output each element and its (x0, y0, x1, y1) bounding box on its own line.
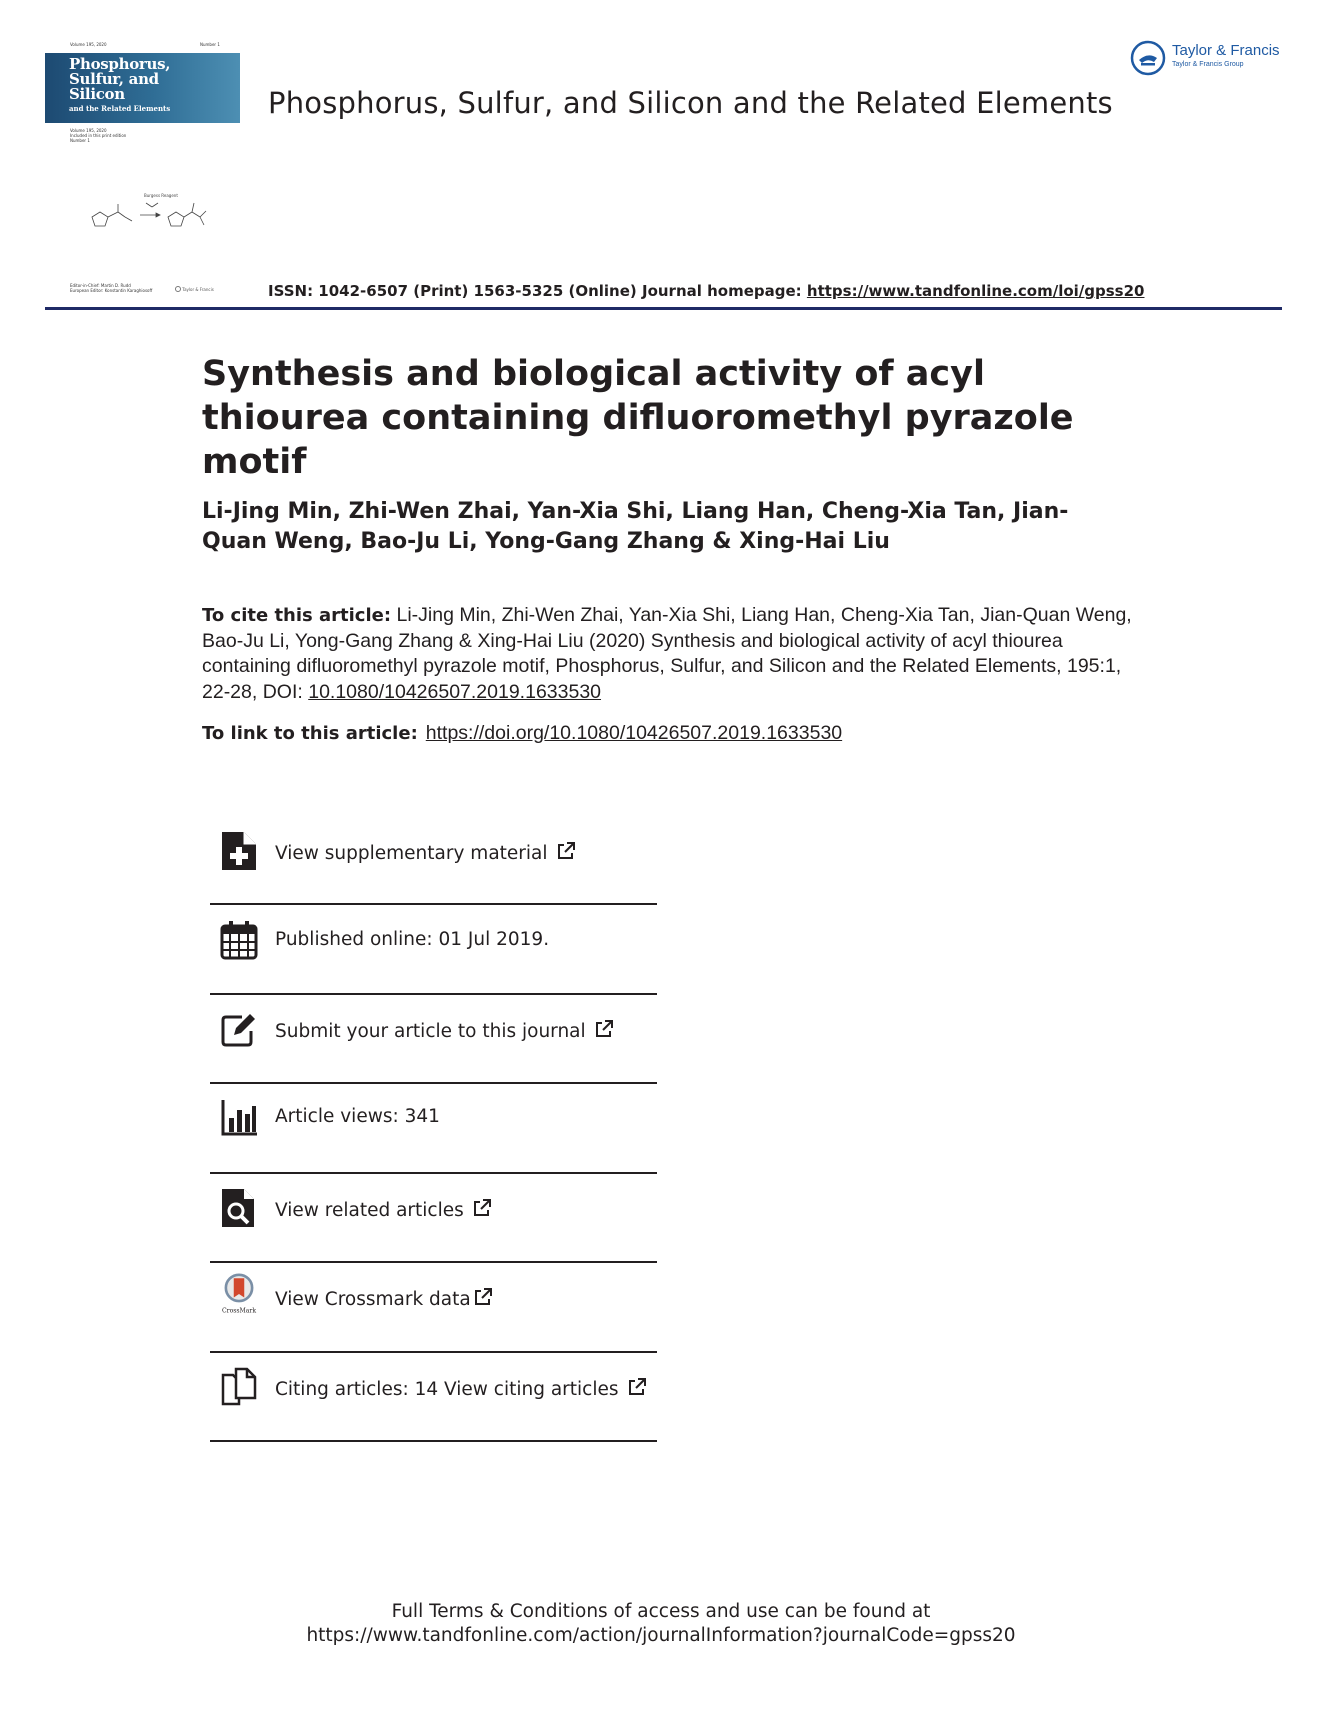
article-views: Article views: 341 (275, 1106, 440, 1127)
article-doi-url-link[interactable]: https://doi.org/10.1080/10426507.2019.1633530 (425, 722, 843, 744)
submit-label: Submit your article to this journal (275, 1020, 586, 1042)
issn-line (268, 282, 1145, 300)
search-document-icon (220, 1187, 258, 1229)
edit-icon (220, 1009, 258, 1051)
external-link-icon (556, 841, 576, 861)
crossmark-logo-text: CrossMark (221, 1307, 257, 1315)
crossmark-icon (220, 1273, 258, 1315)
citing-documents-icon (220, 1366, 258, 1408)
citing-row[interactable] (210, 1353, 657, 1443)
related-row[interactable] (210, 1174, 657, 1264)
publisher-lamp-icon (1130, 40, 1166, 76)
link-label: To link to this article: (202, 723, 418, 744)
cover-editor-line: European Editor: Konstantin Karaghiosoff (70, 288, 153, 293)
journal-cover-image (45, 40, 240, 297)
cover-editor-line: Editor-in-Chief: Martin D. Rudd (70, 283, 131, 288)
cover-meta-line: Volume 195, 2020 (70, 128, 107, 133)
submit-article-link[interactable] (275, 1019, 614, 1042)
cover-publisher-name: Taylor & Francis (182, 287, 214, 292)
footer-terms (0, 1600, 1322, 1648)
supplementary-label: View supplementary material (275, 843, 548, 864)
calendar-icon (220, 919, 258, 961)
journal-homepage-link[interactable]: https://www.tandfonline.com/loi/gpss20 (806, 282, 1145, 300)
issn-text: ISSN: 1042-6507 (Print) 1563-5325 (Online) Journal homepage: (268, 282, 807, 300)
cite-label: To cite this article: (202, 605, 392, 626)
cover-title-line-3: Silicon (69, 85, 125, 103)
cover-title-band (45, 53, 240, 123)
crossmark-row[interactable] (210, 1263, 657, 1353)
footer-terms-line: Full Terms & Conditions of access and use can be found at (391, 1601, 931, 1622)
crossmark-link[interactable] (275, 1287, 493, 1310)
chem-reagent-label: Burgess Reagent (144, 193, 178, 198)
cover-title-line-2: Sulfur, and (69, 70, 159, 88)
external-link-icon (594, 1019, 614, 1039)
supplementary-link[interactable] (275, 841, 576, 864)
publisher-group: Taylor & Francis Group (1172, 61, 1244, 68)
taylor-francis-logo[interactable] (1130, 40, 1285, 76)
cover-issue: Number 1 (200, 42, 220, 47)
published-date: Published online: 01 Jul 2019. (275, 929, 550, 950)
header-divider (45, 307, 1282, 310)
cover-editors (70, 283, 152, 293)
cover-volume: Volume 195, 2020 (70, 42, 107, 47)
related-articles-link[interactable] (275, 1198, 492, 1221)
cover-title-line-1: Phosphorus, (69, 55, 171, 73)
cite-text: Li-Jing Min, Zhi-Wen Zhai, Yan-Xia Shi, Liang Han, Cheng-Xia Tan, Jian-Quan Weng, Bao-Ju Li, Yong-Gang Zhang & Xing-Hai Liu (2020) Synthesis and biological activity of acyl thiourea containing difluoromethyl pyrazole motif, Phosphorus, Sulfur, and Silicon and the Related Elements, 195:1, 22-28, DOI: (202, 604, 1132, 703)
supplementary-row[interactable] (210, 820, 657, 905)
submit-row[interactable] (210, 995, 657, 1085)
journal-title: Phosphorus, Sulfur, and Silicon and the Related Elements (268, 86, 1113, 120)
views-row (210, 1084, 657, 1174)
footer-terms-url[interactable]: https://www.tandfonline.com/action/journalInformation?journalCode=gpss20 (306, 1625, 1016, 1646)
external-link-icon (472, 1198, 492, 1218)
crossmark-label: View Crossmark data (275, 1289, 471, 1310)
article-link-line (202, 722, 842, 745)
doi-link[interactable]: 10.1080/10426507.2019.1633530 (308, 680, 602, 703)
cover-top-strip (45, 40, 240, 52)
cover-meta (70, 128, 126, 143)
external-link-icon (473, 1287, 493, 1307)
article-info-list (210, 820, 657, 1442)
article-title: Synthesis and biological activity of acyl thiourea containing difluoromethyl pyrazole motif (202, 354, 1074, 482)
related-label: View related articles (275, 1199, 464, 1221)
cover-subtitle: and the Related Elements (69, 104, 171, 113)
cover-publisher-logo (175, 286, 214, 292)
file-plus-icon (220, 830, 258, 872)
article-authors: Li-Jing Min, Zhi-Wen Zhai, Yan-Xia Shi, Liang Han, Cheng-Xia Tan, Jian-Quan Weng, Bao-Ju Li, Yong-Gang Zhang & Xing-Hai Liu (202, 499, 1069, 554)
bar-chart-icon (220, 1096, 258, 1138)
citing-articles-link[interactable] (275, 1377, 647, 1400)
cover-meta-line: Included in this print edition (70, 133, 127, 138)
citation-block (202, 603, 1132, 705)
citing-label: Citing articles: 14 View citing articles (275, 1378, 619, 1400)
cover-meta-line: Number 1 (70, 138, 90, 143)
publisher-name: Taylor & Francis (1172, 42, 1280, 59)
external-link-icon (627, 1377, 647, 1397)
published-row (210, 905, 657, 995)
chemical-structure-icon (80, 185, 210, 240)
